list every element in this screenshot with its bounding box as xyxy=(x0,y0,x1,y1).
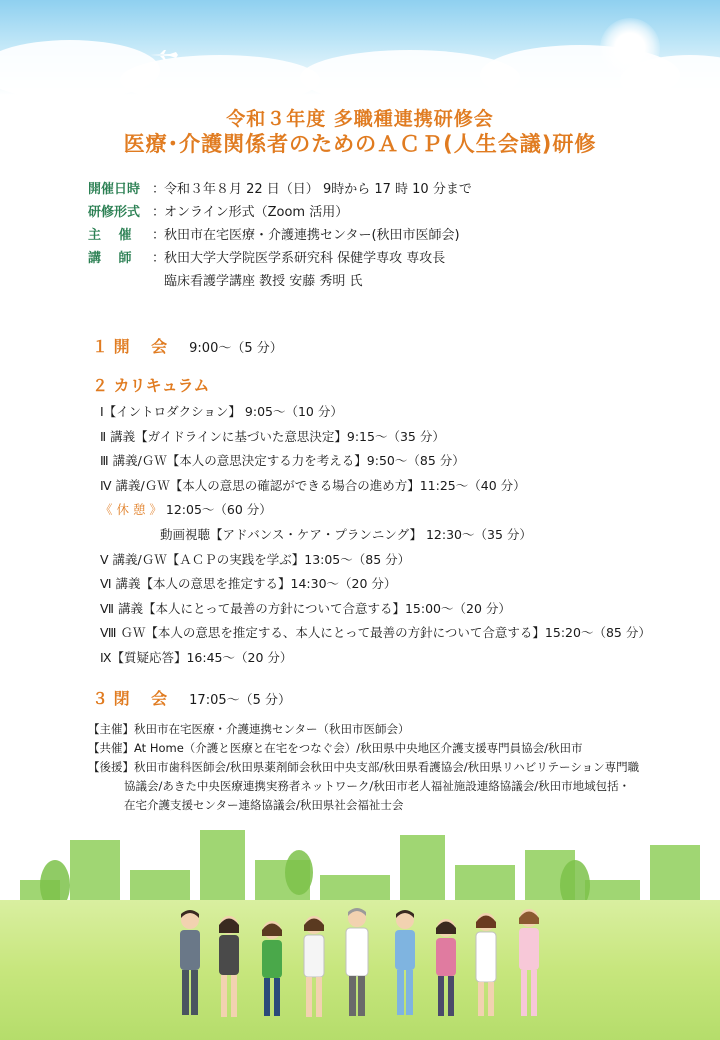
organizer-line: 【主催】秋田市在宅医療・介護連携センター（秋田市医師会） xyxy=(88,722,410,736)
person-icon xyxy=(472,912,500,1020)
info-label: 主 催 xyxy=(88,228,132,243)
curriculum-list xyxy=(100,400,651,671)
lecturer-name: 臨床看護学講座 教授 安藤 秀明 氏 xyxy=(164,274,363,289)
sky-banner xyxy=(0,0,720,95)
sun-icon xyxy=(600,18,660,78)
section-curriculum xyxy=(92,373,209,396)
break-time: 12:05～（60 分） xyxy=(161,502,272,518)
info-row-date: 開催日時 ： 令和３年８月 22 日（日） 9時から 17 時 10 分まで xyxy=(88,178,472,201)
airplane-icon xyxy=(150,50,178,60)
list-item: Ⅱ 講義【ガイドラインに基づいた意思決定】9:15～（35 分） xyxy=(100,428,445,444)
person-icon xyxy=(258,920,286,1020)
person-icon xyxy=(515,908,543,1020)
section-label: ３ 閉 会 xyxy=(92,689,168,708)
list-item: 動画視聴【アドバンス・ケア・プランニング】 12:30～（35 分） xyxy=(160,526,532,542)
person-icon xyxy=(215,915,243,1020)
section-closing xyxy=(92,686,291,709)
list-item: Ⅶ 講義【本人にとって最善の方針について合意する】15:00～（20 分） xyxy=(100,600,511,616)
list-item: Ⅵ 講義【本人の意思を推定する】14:30～（20 分） xyxy=(100,576,397,592)
info-value: 令和３年８月 22 日（日） 9時から 17 時 10 分まで xyxy=(164,182,472,197)
organizer-line: 在宅介護支援センター連絡協議会/秋田県社会福祉士会 xyxy=(124,798,404,812)
info-label: 講 師 xyxy=(88,251,132,266)
section-label: １ 開 会 xyxy=(92,337,168,356)
town-illustration xyxy=(0,820,720,1040)
organizers xyxy=(88,720,639,815)
organizer-line: 【後援】秋田市歯科医師会/秋田県薬剤師会秋田中央支部/秋田県看護協会/秋田県リハビリテーション専門職 xyxy=(88,760,640,774)
list-item: Ⅷ ＧＷ【本人の意思を推定する、本人にとって最善の方針について合意する】15:20～（85 分） xyxy=(100,625,651,641)
person-icon xyxy=(432,918,460,1020)
section-opening xyxy=(92,334,283,357)
info-row-lecturer: 講 師 ： 秋田大学大学院医学系研究科 保健学専攻 専攻長 xyxy=(88,247,472,270)
info-row-format: 研修形式 ： オンライン形式（Zoom 活用） xyxy=(88,201,472,224)
info-label: 開催日時 xyxy=(88,182,141,197)
list-item: Ⅲ 講義/ＧＷ【本人の意思決定する力を考える】9:50～（85 分） xyxy=(100,453,465,469)
list-item: Ⅴ 講義/ＧＷ【ＡＣＰの実践を学ぶ】13:05～（85 分） xyxy=(100,551,411,567)
person-icon xyxy=(175,910,205,1020)
person-icon xyxy=(342,908,372,1020)
event-info xyxy=(88,178,472,293)
info-value: オンライン形式（Zoom 活用） xyxy=(164,205,349,220)
info-label: 研修形式 xyxy=(88,205,141,220)
page-title: 令和３年度 多職種連携研修会 xyxy=(226,108,494,130)
list-item-break xyxy=(100,498,651,523)
info-row-host: 主 催 ： 秋田市在宅医療・介護連携センター(秋田市医師会) xyxy=(88,224,472,247)
cloud-icon xyxy=(120,55,320,95)
page-subtitle: 医療･介護関係者のためのＡＣＰ(人生会議)研修 xyxy=(123,132,597,156)
info-value: 秋田大学大学院医学系研究科 保健学専攻 専攻長 xyxy=(164,251,446,266)
section-time: 17:05～（5 分） xyxy=(189,693,292,708)
tree-icon xyxy=(285,850,313,895)
person-icon xyxy=(300,915,328,1020)
section-time: 9:00～（5 分） xyxy=(189,341,283,356)
person-icon xyxy=(390,910,420,1020)
organizer-line: 【共催】At Home（介護と医療と在宅をつなぐ会）/秋田県中央地区介護支援専門員協会/秋田市 xyxy=(88,741,583,755)
list-item: Ⅸ【質疑応答】16:45～（20 分） xyxy=(100,649,293,665)
info-value: 秋田市在宅医療・介護連携センター(秋田市医師会) xyxy=(164,228,460,243)
list-item: Ⅰ【イントロダクション】 9:05～（10 分） xyxy=(100,404,343,419)
list-item: Ⅳ 講義/ＧＷ【本人の意思の確認ができる場合の進め方】11:25～（40 分） xyxy=(100,477,526,493)
break-label: 《 休 憩 》 xyxy=(100,502,162,518)
section-label: ２ カリキュラム xyxy=(92,376,210,395)
organizer-line: 協議会/あきた中央医療連携実務者ネットワーク/秋田市老人福祉施設連絡協議会/秋田市地域包括・ xyxy=(124,779,631,793)
